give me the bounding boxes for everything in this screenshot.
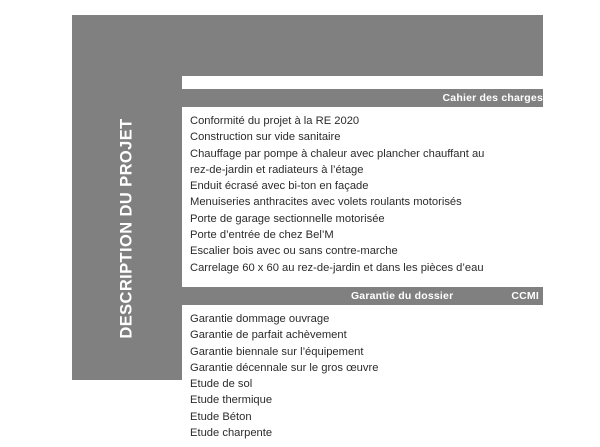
section-header-cahier-des-charges <box>180 89 543 107</box>
list-item: Etude de sol <box>190 378 253 391</box>
list-item: Chauffage par pompe à chaleur avec plancher chauffant au <box>190 147 485 160</box>
top-gray-band <box>72 15 543 76</box>
sidebar-panel <box>72 76 182 380</box>
list-item: Garantie de parfait achèvement <box>190 329 347 342</box>
list-item: Construction sur vide sanitaire <box>190 131 341 144</box>
section-title-garantie-du-dossier: Garantie du dossier <box>350 289 454 302</box>
list-item: Menuiseries anthracites avec volets roulants motorisés <box>190 196 462 209</box>
section-title-cahier-des-charges: Cahier des charges <box>442 92 543 104</box>
list-item: Carrelage 60 x 60 au rez-de-jardin et dans les pièces d’eau <box>190 261 484 274</box>
list-item: Porte d’entrée de chez Bel’M <box>190 229 334 242</box>
section-header-garantie-du-dossier <box>180 287 543 305</box>
list-item: Enduit écrasé avec bi-ton en façade <box>190 180 369 193</box>
list-item: Escalier bois avec ou sans contre-marche <box>190 245 398 258</box>
list-cahier-des-charges <box>186 107 543 282</box>
sidebar-title-rotated <box>72 76 182 380</box>
list-item: Conformité du projet à la RE 2020 <box>190 115 360 127</box>
list-item: Garantie dommage ouvrage <box>190 312 330 325</box>
list-item: Garantie biennale sur l’équipement <box>190 345 364 358</box>
list-item: Etude thermique <box>190 394 273 407</box>
section-header-cahier-des-charges-wrap <box>180 89 543 107</box>
content-column <box>186 76 543 447</box>
list-item: Porte de garage sectionnelle motorisée <box>190 212 385 225</box>
list-item: Garantie décennale sur le gros œuvre <box>190 361 379 374</box>
sidebar-title-text: DESCRIPTION DU PROJET <box>117 117 136 339</box>
list-item: Etude charpente <box>190 427 273 440</box>
list-item: Etude Béton <box>190 410 252 423</box>
section-header-garantie-du-dossier-wrap <box>180 287 543 305</box>
top-white-strip <box>186 76 543 89</box>
status-badge-ccmi: CCMI <box>511 289 539 302</box>
list-item: rez-de-jardin et radiateurs à l’étage <box>190 163 364 176</box>
